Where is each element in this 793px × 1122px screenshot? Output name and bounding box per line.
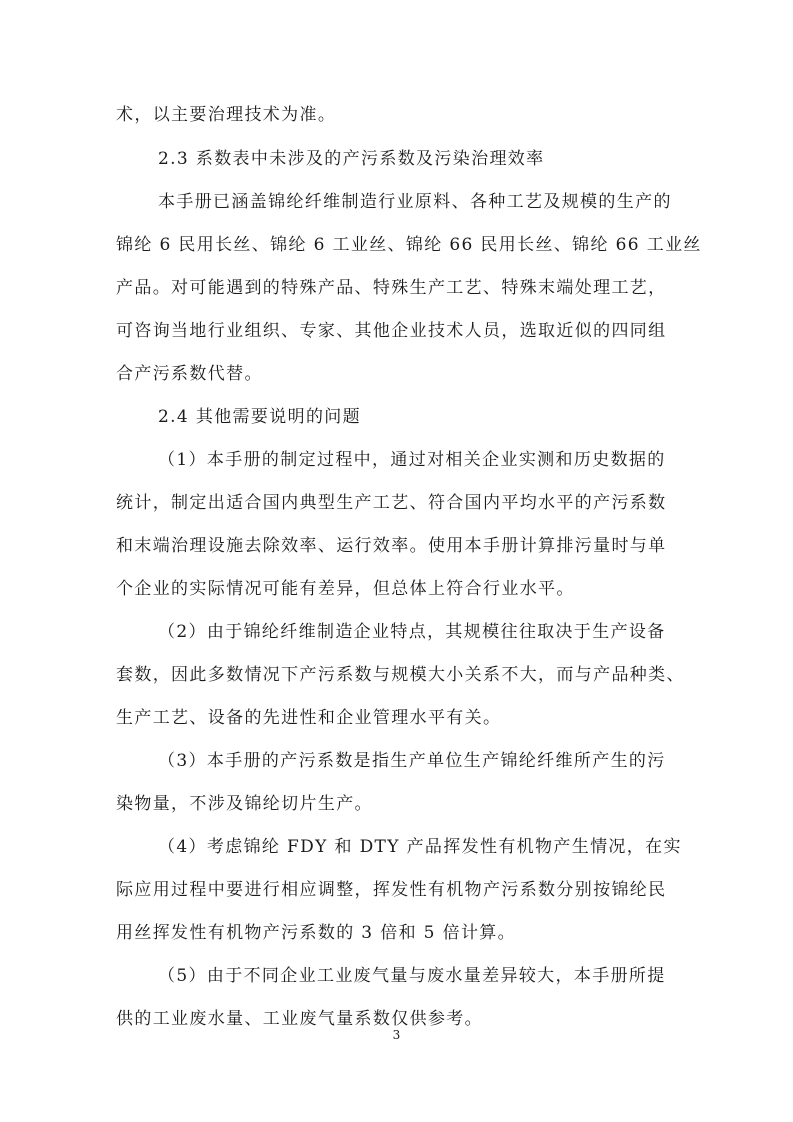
- text-line: 术，以主要治理技术为准。: [116, 105, 337, 125]
- text-line: 锦纶 6 民用长丝、锦纶 6 工业丝、锦纶 66 民用长丝、锦纶 66 工业丝: [116, 235, 702, 255]
- text-line: 统计，制定出适合国内典型生产工艺、符合国内平均水平的产污系数: [116, 493, 667, 513]
- section-heading-2-4: 2.4 其他需要说明的问题: [158, 407, 361, 427]
- text-line: 可咨询当地行业组织、专家、其他企业技术人员，选取近似的四同组: [116, 321, 667, 341]
- text-line: 和末端治理设施去除效率、运行效率。使用本手册计算排污量时与单: [116, 536, 667, 556]
- text-line: 供的工业废水量、工业废气量系数仅供参考。: [116, 1009, 483, 1029]
- text-line: （4）考虑锦纶 FDY 和 DTY 产品挥发性有机物产生情况，在实: [158, 837, 682, 857]
- text-line: （3）本手册的产污系数是指生产单位生产锦纶纤维所产生的污: [158, 751, 666, 771]
- text-line: （5）由于不同企业工业废气量与废水量差异较大，本手册所提: [158, 966, 666, 986]
- text-line: （1）本手册的制定过程中，通过对相关企业实测和历史数据的: [158, 450, 666, 470]
- text-line: 染物量，不涉及锦纶切片生产。: [116, 794, 373, 814]
- text-line: 生产工艺、设备的先进性和企业管理水平有关。: [116, 708, 502, 728]
- text-line: 产品。对可能遇到的特殊产品、特殊生产工艺、特殊末端处理工艺，: [116, 278, 667, 298]
- text-line: 际应用过程中要进行相应调整，挥发性有机物产污系数分别按锦纶民: [116, 880, 667, 900]
- text-line: 个企业的实际情况可能有差异，但总体上符合行业水平。: [116, 579, 575, 599]
- page-number: 3: [392, 1028, 401, 1042]
- text-line: 用丝挥发性有机物产污系数的 3 倍和 5 倍计算。: [116, 923, 516, 943]
- text-line: （2）由于锦纶纤维制造企业特点，其规模往往取决于生产设备: [158, 622, 666, 642]
- section-heading-2-3: 2.3 系数表中未涉及的产污系数及污染治理效率: [158, 149, 545, 169]
- text-line: 本手册已涵盖锦纶纤维制造行业原料、各种工艺及规模的生产的: [158, 192, 672, 212]
- text-line: 套数，因此多数情况下产污系数与规模大小关系不大，而与产品种类、: [116, 665, 685, 685]
- text-line: 合产污系数代替。: [116, 364, 263, 384]
